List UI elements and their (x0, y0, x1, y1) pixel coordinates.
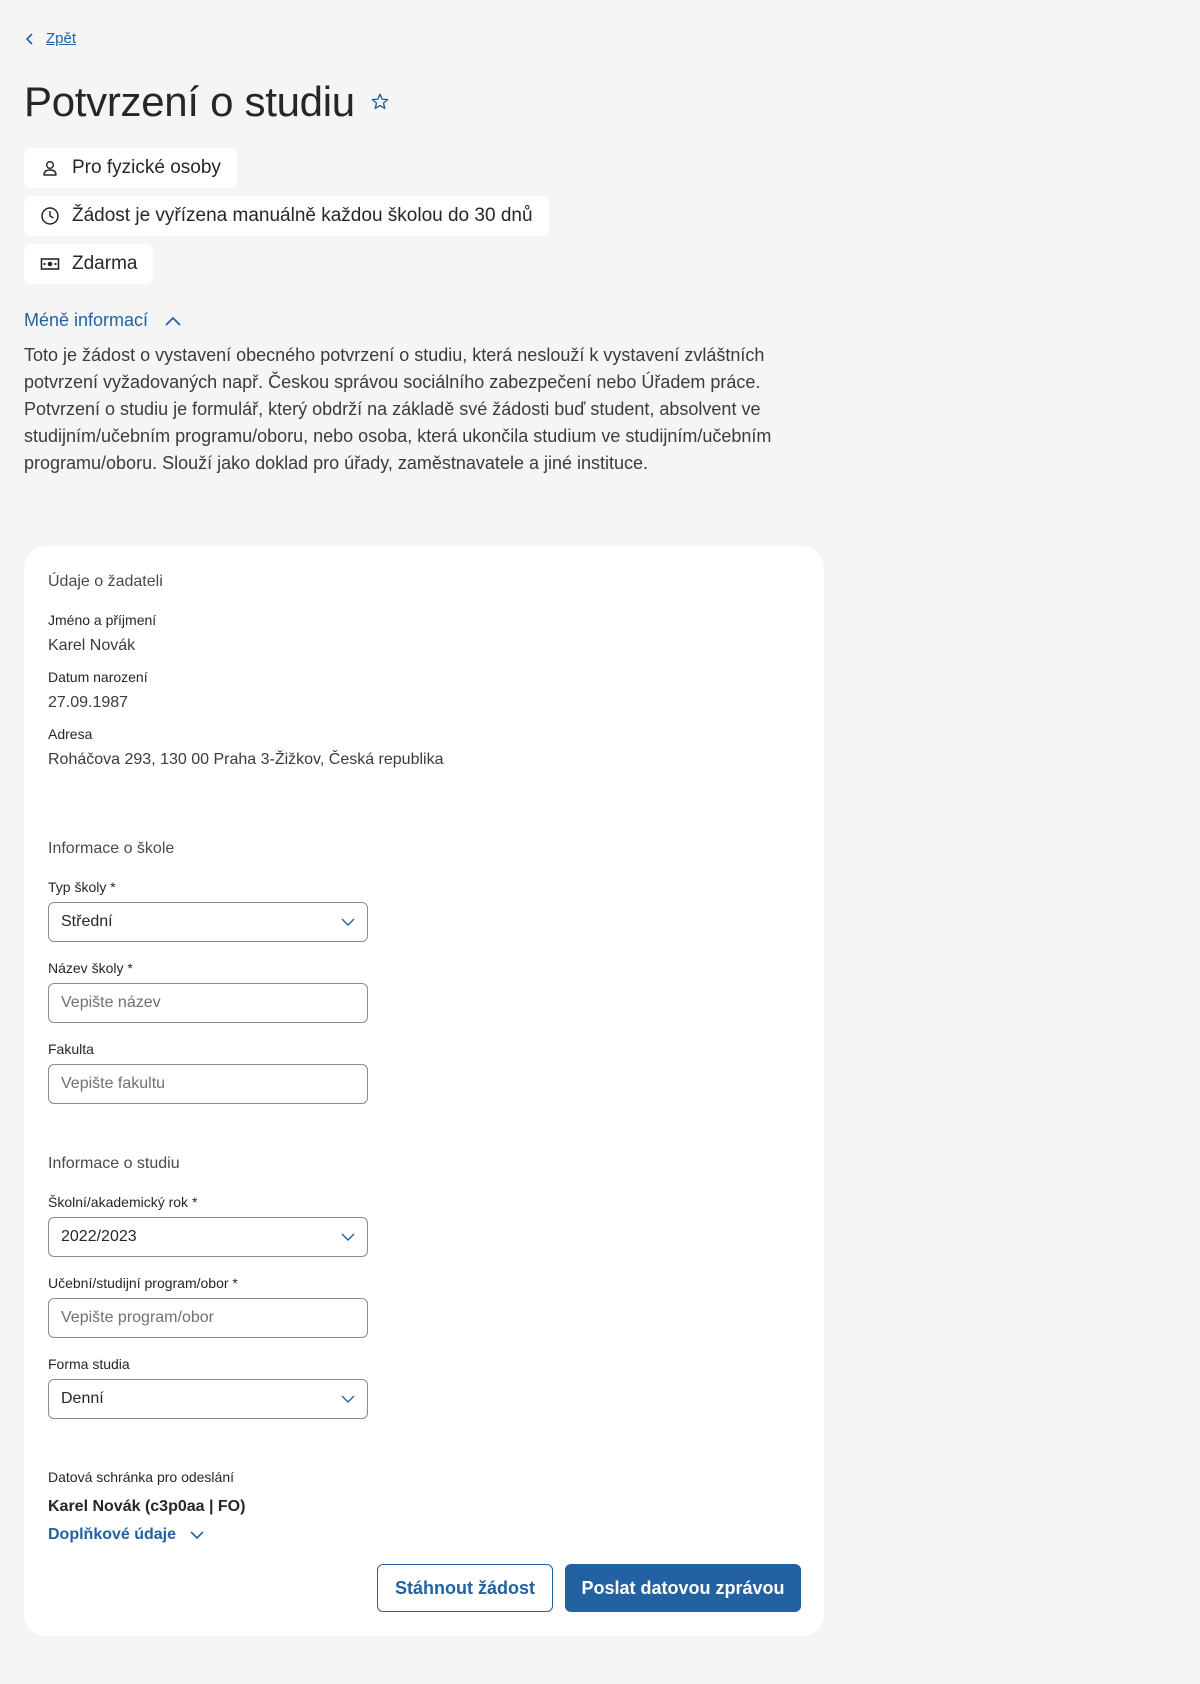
chevron-down-icon (341, 918, 355, 926)
additional-details-label: Doplňkové údaje (48, 1526, 177, 1543)
school-year-select[interactable] (48, 1217, 368, 1257)
send-data-message-button[interactable]: Poslat datovou zprávou (565, 1564, 801, 1612)
school-name-input[interactable] (61, 994, 355, 1012)
chip-price-label: Zdarma (72, 253, 138, 274)
dob-label: Datum narození (48, 669, 148, 685)
school-type-value: Střední (61, 913, 113, 930)
back-link-label[interactable]: Zpět (46, 30, 77, 47)
chip-audience-label: Pro fyzické osoby (72, 157, 221, 178)
study-form-select[interactable] (48, 1379, 368, 1419)
school-year-value: 2022/2023 (61, 1228, 137, 1245)
school-name-label: Název školy * (48, 960, 133, 976)
program-label: Učební/studijní program/obor * (48, 1275, 238, 1291)
address-value: Roháčova 293, 130 00 Praha 3-Žižkov, Česká republika (48, 751, 444, 768)
faculty-label: Fakulta (48, 1041, 94, 1057)
applicant-section-title: Údaje o žadateli (48, 573, 163, 590)
study-form-label: Forma studia (48, 1356, 130, 1372)
less-info-label: Méně informací (24, 310, 149, 330)
application-form-card (24, 546, 824, 1636)
name-value: Karel Novák (48, 637, 136, 654)
databox-value: Karel Novák (c3p0aa | FO) (48, 1498, 246, 1515)
address-label: Adresa (48, 726, 93, 742)
clock-icon (40, 206, 60, 226)
chevron-down-icon (341, 1395, 355, 1403)
name-label: Jméno a příjmení (48, 612, 157, 628)
study-form-value: Denní (61, 1390, 104, 1407)
back-link[interactable] (24, 30, 76, 47)
school-type-select[interactable] (48, 902, 368, 942)
download-request-button[interactable]: Stáhnout žádost (377, 1564, 553, 1612)
faculty-input[interactable] (61, 1075, 355, 1093)
school-name-field[interactable] (48, 983, 368, 1023)
school-section-title: Informace o škole (48, 840, 175, 857)
program-field[interactable] (48, 1298, 368, 1338)
program-input[interactable] (61, 1309, 355, 1327)
chevron-left-icon (24, 32, 36, 46)
school-type-label: Typ školy * (48, 879, 116, 895)
person-icon (40, 158, 60, 178)
less-info-toggle[interactable] (24, 310, 182, 331)
chevron-down-icon (190, 1531, 204, 1539)
dob-value: 27.09.1987 (48, 694, 129, 711)
databox-label: Datová schránka pro odeslání (48, 1469, 234, 1485)
chip-processing (24, 196, 549, 236)
additional-details-toggle[interactable] (48, 1526, 204, 1544)
study-section-title: Informace o studiu (48, 1155, 180, 1172)
chevron-up-icon (164, 315, 182, 327)
page-title: Potvrzení o studiu (24, 78, 355, 125)
chip-audience (24, 148, 237, 188)
star-icon[interactable] (369, 91, 391, 113)
page-header (24, 78, 391, 126)
school-year-label: Školní/akademický rok * (48, 1194, 198, 1210)
money-icon (40, 254, 60, 274)
chip-price (24, 244, 153, 284)
chip-processing-label: Žádost je vyřízena manuálně každou školou do 30 dnů (72, 205, 533, 226)
chevron-down-icon (341, 1233, 355, 1241)
faculty-field[interactable] (48, 1064, 368, 1104)
service-description: Toto je žádost o vystavení obecného potvrzení o studiu, která neslouží k vystavení zvláštních potvrzení vyžadovaných např. Českou správou sociálního zabezpečení nebo Úřadem práce. Potvrzení o studiu je formulář, který obdrží na základě své žádosti buď student, absolvent ve studijním/učebním programu/oboru, nebo osoba, která ukončila studium ve studijním/učebním programu/oboru. Slouží jako doklad pro úřady, zaměstnavatele a jiné instituce. (24, 345, 772, 473)
